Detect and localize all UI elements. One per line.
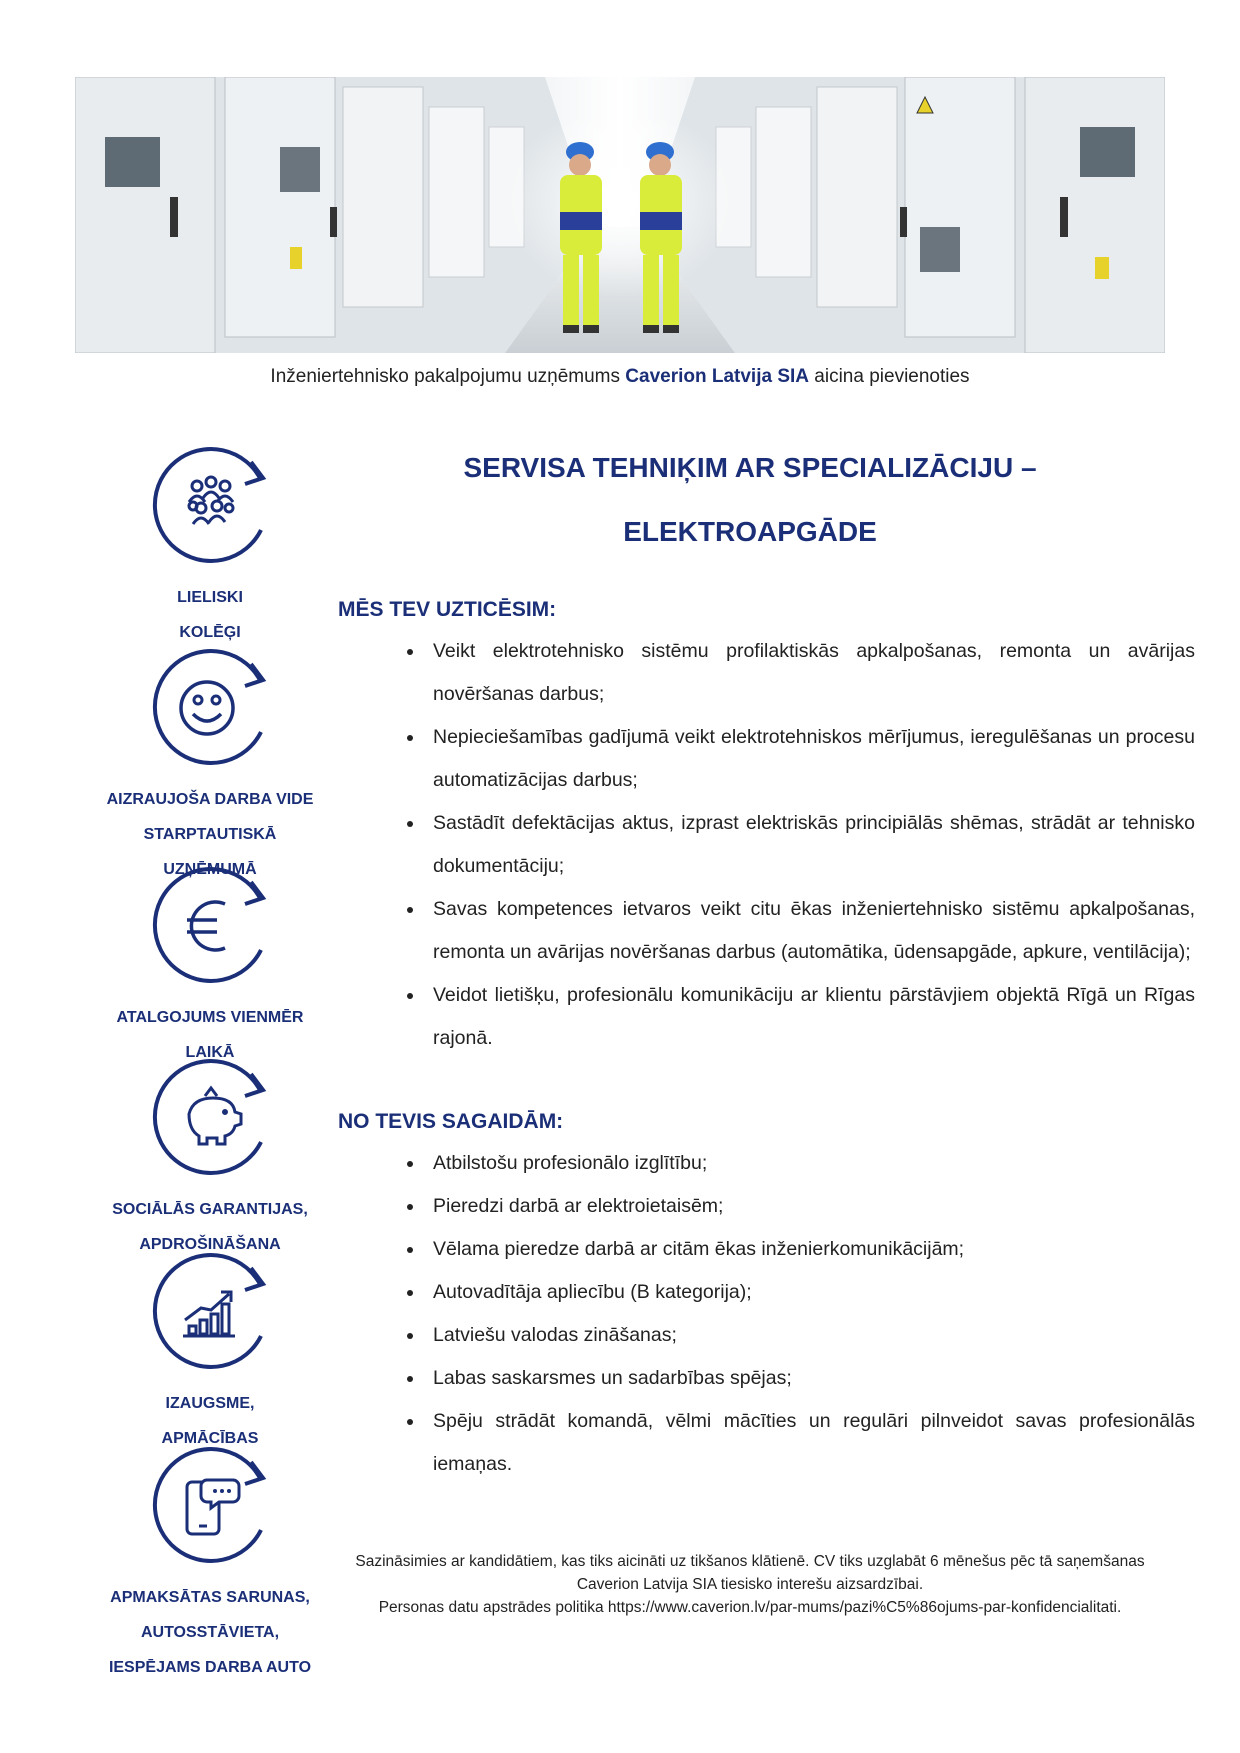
list-item: • Veidot lietišķu, profesionālu komunikāciju ar klientu pārstāvjiem objektā Rīgā un Rīgas rajonā. — [425, 974, 1195, 1060]
intro-before: Inženiertehnisko pakalpojumu uzņēmums — [270, 366, 626, 387]
benefit-label-line: SOCIĀLĀS GARANTIJAS, — [112, 1201, 308, 1218]
hero-photo — [75, 77, 1165, 353]
euro-icon — [145, 860, 275, 990]
job-title — [420, 436, 1080, 564]
benefit-label-line: ATALGOJUMS VIENMĒR — [116, 1009, 304, 1026]
list-item: • Pieredzi darbā ar elektroietaisēm; — [425, 1185, 1195, 1228]
growth-chart-icon — [145, 1246, 275, 1376]
footer-privacy-policy: Personas datu apstrādes politika https://www.caverion.lv/par-mums/pazi%C5%86ojums-par-konfidencialitati. — [378, 1599, 1122, 1616]
benefit-label-line: AIZRAUJOŠA DARBA VIDE — [106, 791, 314, 808]
benefit-work-environment — [80, 642, 340, 887]
footer-cv-note: Sazināsimies ar kandidātiem, kas tiks aicināti uz tikšanos klātienē. CV tiks uzglabāt 6 mēnešus pēc tā saņemšanas Caverion Latvija SIA tiesisko interešu aizsardzībai. — [355, 1553, 1145, 1593]
section-heading-tasks: MĒS TEV UZTICĒSIM: — [338, 598, 557, 621]
benefit-label-line: KOLĒĢI — [179, 624, 241, 641]
benefit-label-line: IESPĒJAMS DARBA AUTO — [108, 1659, 312, 1676]
benefit-paid-calls — [80, 1440, 340, 1685]
list-item: • Spēju strādāt komandā, vēlmi mācīties un regulāri pilnveidot savas profesionālās iemaņas. — [425, 1400, 1195, 1486]
list-item: • Vēlama pieredze darbā ar citām ēkas inženierkomunikācijām; — [425, 1228, 1195, 1271]
smiley-icon — [145, 642, 275, 772]
list-item: • Labas saskarsmes un sadarbības spējas; — [425, 1357, 1195, 1400]
benefit-label-line: AUTOSSTĀVIETA, — [140, 1624, 280, 1641]
intro-after: aicina pievienoties — [809, 366, 970, 387]
section-heading-requirements: NO TEVIS SAGAIDĀM: — [338, 1110, 564, 1133]
company-name: Caverion Latvija SIA — [625, 366, 810, 387]
benefit-social-guarantees — [80, 1052, 340, 1262]
benefit-colleagues — [80, 440, 340, 650]
list-item: • Nepieciešamības gadījumā veikt elektrotehniskos mērījumus, ieregulēšanas un procesu automatizācijas darbus; — [425, 716, 1195, 802]
requirements-list — [385, 1142, 1195, 1486]
benefit-label-line: LIELISKI — [177, 589, 243, 606]
list-item: • Savas kompetences ietvaros veikt citu ēkas inženiertehnisko sistēmu apkalpošanas, remonta un avārijas novēršanas darbus (automātika, ūdensapgāde, apkure, ventilācija); — [425, 888, 1195, 974]
benefit-label-line: IZAUGSME, — [165, 1395, 255, 1412]
list-item: • Latviešu valodas zināšanas; — [425, 1314, 1195, 1357]
list-item: • Veikt elektrotehnisko sistēmu profilaktiskās apkalpošanas, remonta un avārijas novēršanas darbus; — [425, 630, 1195, 716]
benefit-label-line: APMAKSĀTAS SARUNAS, — [110, 1589, 310, 1606]
people-icon — [145, 440, 275, 570]
list-item: • Atbilstošu profesionālo izglītību; — [425, 1142, 1195, 1185]
list-item: • Autovadītāja apliecību (B kategorija); — [425, 1271, 1195, 1314]
tasks-list — [385, 630, 1195, 1060]
job-title-line-1: SERVISA TEHNIĶIM AR SPECIALIZĀCIJU – — [463, 452, 1037, 483]
benefit-growth — [80, 1246, 340, 1456]
phone-chat-icon — [145, 1440, 275, 1570]
hero-illustration — [75, 77, 1165, 353]
benefit-label-line: LAIKĀ — [185, 1044, 235, 1061]
piggy-bank-icon — [145, 1052, 275, 1182]
intro-text — [0, 366, 1240, 388]
benefit-label-line: UZŅĒMUMĀ — [163, 861, 257, 878]
benefit-salary — [80, 860, 340, 1070]
benefit-label-line: APDROŠINĀŠANA — [139, 1236, 281, 1253]
benefit-label-line: APMĀCĪBAS — [161, 1430, 259, 1447]
list-item: • Sastādīt defektācijas aktus, izprast elektriskās principiālās shēmas, strādāt ar tehnisko dokumentāciju; — [425, 802, 1195, 888]
privacy-footer — [340, 1550, 1160, 1619]
job-title-line-2: ELEKTROAPGĀDE — [623, 516, 877, 547]
benefit-label-line: STARPTAUTISKĀ — [143, 826, 277, 843]
